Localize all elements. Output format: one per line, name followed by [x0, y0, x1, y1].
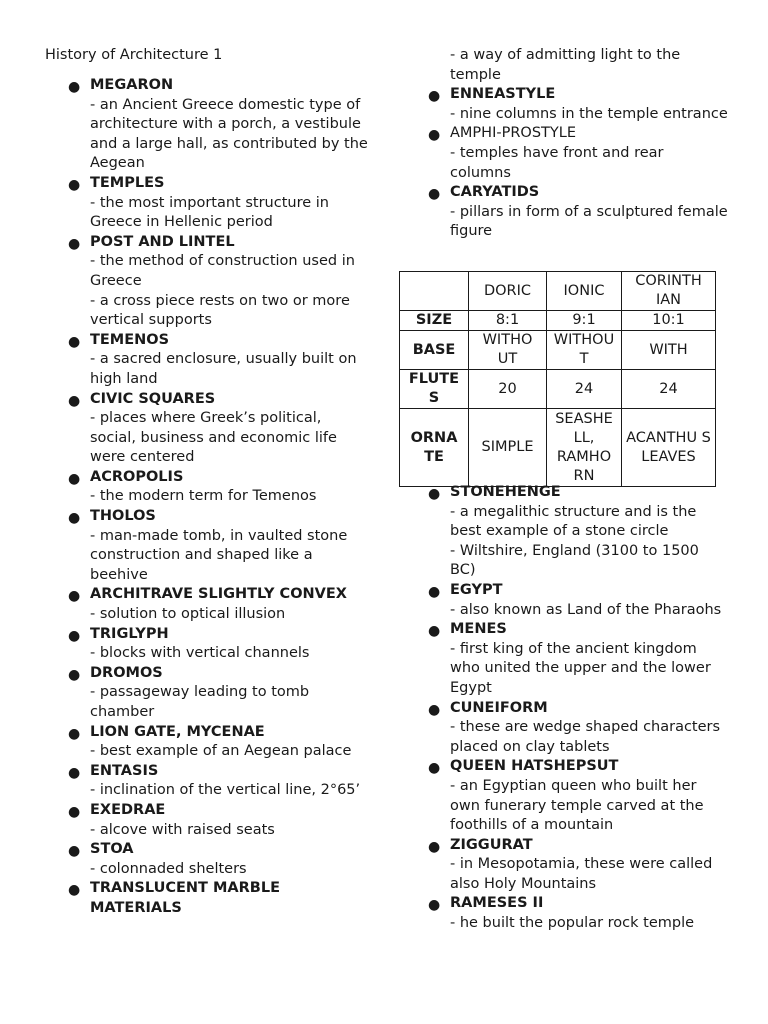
document-title: History of Architecture 1	[45, 47, 223, 63]
table-header-cell: IONIC	[547, 272, 622, 311]
term-heading: MEGARON	[90, 77, 174, 93]
term-description: - in Mesopotamia, these were called also Holy Mountains	[450, 856, 713, 892]
term-heading: TEMPLES	[90, 174, 165, 191]
table-row	[400, 370, 716, 409]
term-heading: DROMOS	[90, 664, 163, 681]
term-heading: MENES	[450, 621, 507, 638]
table-header-cell	[400, 272, 469, 311]
bullet-icon: ●	[68, 843, 81, 860]
term-description: - man-made tomb, in vaulted stone construction and shaped like a beehive	[90, 527, 348, 583]
term-heading: TRANSLUCENT MARBLE MATERIALS	[90, 880, 280, 916]
bullet-icon: ●	[68, 176, 81, 193]
bullet-icon: ●	[68, 333, 81, 350]
term-heading: RAMESES II	[450, 895, 544, 912]
list-item	[428, 85, 728, 124]
list-item	[428, 183, 728, 242]
bullet-icon: ●	[428, 486, 441, 502]
term-description: - alcove with raised seats	[90, 821, 275, 838]
list-item	[68, 840, 368, 879]
row-label: ORNA TE	[400, 409, 469, 487]
term-heading: EGYPT	[450, 581, 503, 598]
term-description: - an Ancient Greece domestic type of architecture with a porch, a vestibule and a large hall, as contributed by the Aegean	[90, 96, 368, 172]
row-label: BASE	[400, 331, 469, 370]
bullet-icon: ●	[68, 510, 81, 527]
term-description: - the most important structure in Greece in Hellenic period	[90, 194, 329, 231]
continued-description: - a way of admitting light to the temple	[450, 47, 681, 83]
bullet-icon: ●	[68, 392, 81, 409]
term-description: - places where Greek’s political, social, business and economic life were centered	[90, 410, 337, 466]
bullet-icon: ●	[428, 897, 441, 914]
right-term-list-top	[428, 85, 728, 242]
table-cell: ACANTHU S LEAVES	[622, 409, 716, 487]
table-row	[400, 331, 716, 370]
bullet-icon: ●	[428, 583, 441, 600]
bullet-icon: ●	[68, 588, 81, 605]
table-cell: 24	[547, 370, 622, 409]
row-label: FLUTE S	[400, 370, 469, 409]
term-description: - Wiltshire, England (3100 to 1500 BC)	[450, 542, 699, 579]
table-cell: SEASHE LL, RAMHO RN	[547, 409, 622, 487]
term-heading: CUNEIFORM	[450, 699, 548, 716]
list-item	[428, 699, 728, 758]
term-description: - passageway leading to tomb chamber	[90, 684, 310, 720]
list-item	[68, 507, 368, 585]
term-heading: TRIGLYPH	[90, 625, 169, 642]
table-cell: 20	[469, 370, 547, 409]
term-heading: QUEEN HATSHEPSUT	[450, 758, 619, 775]
term-description: - he built the popular rock temple	[450, 915, 695, 932]
term-description: - a cross piece rests on two or more vertical supports	[90, 292, 350, 329]
table-cell: 9:1	[547, 311, 622, 331]
list-item	[68, 76, 368, 174]
list-item	[68, 331, 368, 390]
term-description: - the modern term for Temenos	[90, 488, 317, 505]
list-item	[68, 762, 368, 801]
table-cell: 24	[622, 370, 716, 409]
bullet-icon: ●	[68, 627, 81, 644]
bullet-icon: ●	[428, 623, 441, 640]
bullet-icon: ●	[68, 79, 81, 95]
bullet-icon: ●	[428, 127, 441, 144]
bullet-icon: ●	[428, 760, 441, 777]
term-description: - solution to optical illusion	[90, 606, 286, 623]
bullet-icon: ●	[68, 764, 81, 781]
table-cell: WITH	[622, 331, 716, 370]
right-term-list-bottom	[428, 483, 728, 934]
table-cell: 8:1	[469, 311, 547, 331]
table-cell: WITHOU T	[547, 331, 622, 370]
bullet-icon: ●	[428, 701, 441, 718]
term-heading: CIVIC SQUARES	[90, 390, 216, 407]
table-header-cell: DORIC	[469, 272, 547, 311]
bullet-icon: ●	[428, 88, 441, 105]
term-description: - best example of an Aegean palace	[90, 743, 352, 760]
table-header-cell: CORINTH IAN	[622, 272, 716, 311]
bullet-icon: ●	[68, 725, 81, 742]
term-heading: ENTASIS	[90, 762, 159, 779]
term-heading: THOLOS	[90, 508, 156, 525]
term-description: - also known as Land of the Pharaohs	[450, 601, 722, 618]
list-item	[68, 390, 368, 468]
list-item	[68, 233, 368, 331]
term-heading: ZIGGURAT	[450, 836, 533, 853]
term-description: - these are wedge shaped characters placed on clay tablets	[450, 719, 721, 755]
term-description: - inclination of the vertical line, 2°65’	[90, 782, 361, 799]
term-description: - a sacred enclosure, usually built on high land	[90, 351, 357, 387]
list-item	[68, 801, 368, 840]
table-cell: SIMPLE	[469, 409, 547, 487]
table-row	[400, 409, 716, 487]
term-heading: ACROPOLIS	[90, 468, 184, 485]
list-item	[428, 836, 728, 895]
bullet-icon: ●	[428, 186, 441, 203]
list-item	[68, 723, 368, 762]
term-heading: EXEDRAE	[90, 801, 166, 818]
list-item	[68, 625, 368, 664]
bullet-icon: ●	[68, 235, 81, 252]
bullet-icon: ●	[68, 882, 81, 899]
table-cell: 10:1	[622, 311, 716, 331]
term-heading: AMPHI-PROSTYLE	[450, 125, 576, 142]
term-heading: CARYATIDS	[450, 184, 540, 201]
list-item	[68, 174, 368, 233]
bullet-icon: ●	[428, 838, 441, 855]
term-description: - colonnaded shelters	[90, 860, 247, 877]
list-item	[68, 664, 368, 723]
list-item	[68, 879, 368, 918]
term-description: - nine columns in the temple entrance	[450, 105, 728, 122]
list-item	[68, 585, 368, 624]
row-label: SIZE	[400, 311, 469, 331]
term-description: - blocks with vertical channels	[90, 645, 310, 662]
term-description: - first king of the ancient kingdom who united the upper and the lower Egypt	[450, 640, 711, 696]
left-column	[68, 76, 368, 919]
right-column-top	[428, 46, 728, 242]
list-item	[428, 620, 728, 698]
term-heading: STOA	[90, 841, 134, 858]
term-heading: ARCHITRAVE SLIGHTLY CONVEX	[90, 586, 347, 603]
term-heading: LION GATE, MYCENAE	[90, 723, 265, 740]
table-header-row	[400, 272, 716, 311]
term-heading: TEMENOS	[90, 331, 170, 348]
list-item	[428, 124, 728, 183]
bullet-icon: ●	[68, 666, 81, 683]
bullet-icon: ●	[68, 803, 81, 820]
term-description: - an Egyptian queen who built her own funerary temple carved at the foothills of a mountain	[450, 777, 704, 834]
term-description: - the method of construction used in Greece	[90, 253, 355, 289]
table-row	[400, 311, 716, 331]
term-heading: POST AND LINTEL	[90, 233, 235, 250]
list-item	[428, 483, 728, 581]
list-item	[428, 894, 728, 933]
bullet-icon: ●	[68, 470, 81, 487]
term-heading: ENNEASTYLE	[450, 86, 556, 103]
left-term-list	[68, 76, 368, 919]
term-heading: STONEHENGE	[450, 484, 561, 500]
right-column-bottom	[428, 483, 728, 934]
orders-table	[399, 271, 716, 487]
list-item	[428, 757, 728, 835]
term-description: - pillars in form of a sculptured female figure	[450, 203, 728, 240]
term-description: - a megalithic structure and is the best example of a stone circle	[450, 503, 697, 540]
list-item	[68, 468, 368, 507]
table-cell: WITHO UT	[469, 331, 547, 370]
list-item	[428, 581, 728, 620]
term-description: - temples have front and rear columns	[450, 144, 664, 181]
